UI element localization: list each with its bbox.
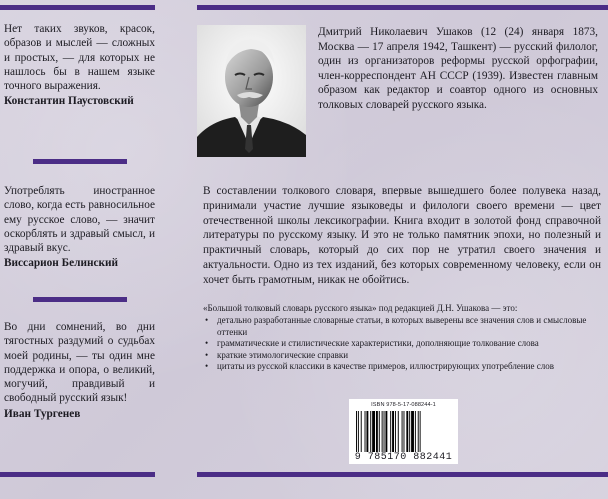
barcode-bar [384,411,385,452]
barcode-bar [370,411,371,452]
features-list [203,315,601,373]
divider-rule-2 [33,297,127,302]
barcode-bar [376,411,378,452]
barcode-bar [411,411,414,452]
quote-text: Во дни сомнений, во дни тягостных раздумий о судьбах моей родины, — ты один мне поддержка и опора, о великий, могучий, правдивый и свободный русский язык! [4,321,155,405]
quote-text: Употреблять иностранное слово, когда есть равносильное ему русское слово, — значит оскорблять и здравый смысл, и здравый вкус. [4,185,155,255]
bottom-left-rule [0,472,155,477]
feature-item: • детально разработанные словарные статьи, в которых выверены все значения слов и смысловые оттенки [203,315,601,338]
barcode-bar [390,411,391,452]
ean-number: 9 785170 882441 [354,452,453,463]
divider-rule-1 [33,159,127,164]
barcode-bar [402,411,403,452]
barcode-bar [361,411,362,452]
barcode-bar [406,411,408,452]
barcode-bar [420,411,421,452]
quote-author: Константин Паустовский [4,95,134,108]
portrait-icon [197,25,306,157]
quote-text: Нет таких звуков, красок, образов и мыслей — сложных и простых, — для которых не нашлось бы в нашем языке точного выражения. [4,23,155,93]
portrait-photo [197,25,306,157]
barcode-bar [365,411,366,452]
barcode-bar [385,411,387,452]
top-right-rule [197,5,608,10]
barcode-bar [398,411,399,452]
bottom-right-rule [197,472,608,477]
feature-item: • грамматические и стилистические характеристики, дополняющие толкование слова [203,338,601,350]
feature-item: • цитаты из русской классики в качестве примеров, иллюстрирующих употребление слов [203,361,601,373]
barcode-bar [395,411,396,452]
book-description: В составлении толкового словаря, впервые вышедшего более полувека назад, принимали участие лучшие языковеды и филологи своего времени — цвет отечественной школы лексикографии. Книга входит в золотой фонд справочной литературы по русскому языку. И это не только памятник эпохи, но полезный и практичный словарь, который до сих пор не утратил своего значения и актуальности. Одно из тех изданий, без которых современному человеку, если он хочет быть грамотным, никак не обойтись. [203,185,601,286]
barcode-bar [415,411,416,452]
quote-author: Виссарион Белинский [4,257,119,270]
barcode-bar [358,411,359,452]
barcode-bar [372,411,375,452]
author-bio: Дмитрий Николаевич Ушаков (12 (24) января 1873, Москва — 17 апреля 1942, Ташкент) — русский филолог, один из организаторов реформы русской орфографии, член-корреспондент АН СССР (1939). Известен главным образом как редактор и соавтор одного из основных толковых словарей русского языка. [318,26,598,111]
features-title: «Большой толковый словарь русского языка» под редакцией Д.Н. Ушакова — это: [203,303,518,313]
quote-paustovsky [4,22,155,109]
barcode-bar [379,411,380,452]
isbn-text: ISBN 978-5-17-088244-1 [371,402,436,408]
top-left-rule [0,5,155,10]
barcode-bar [404,411,405,452]
quote-turgenev [4,320,155,421]
quote-author: Иван Тургенев [4,407,81,420]
quote-belinsky [4,184,155,271]
feature-item: • краткие этимологические справки [203,350,601,362]
barcode-bar [382,411,383,452]
barcode-bar [418,411,419,452]
barcode-bar [366,411,368,452]
barcode-bar [392,411,394,452]
barcode-bars [356,411,451,452]
barcode [349,399,458,464]
barcode-bar [356,411,357,452]
barcode-bar [409,411,410,452]
